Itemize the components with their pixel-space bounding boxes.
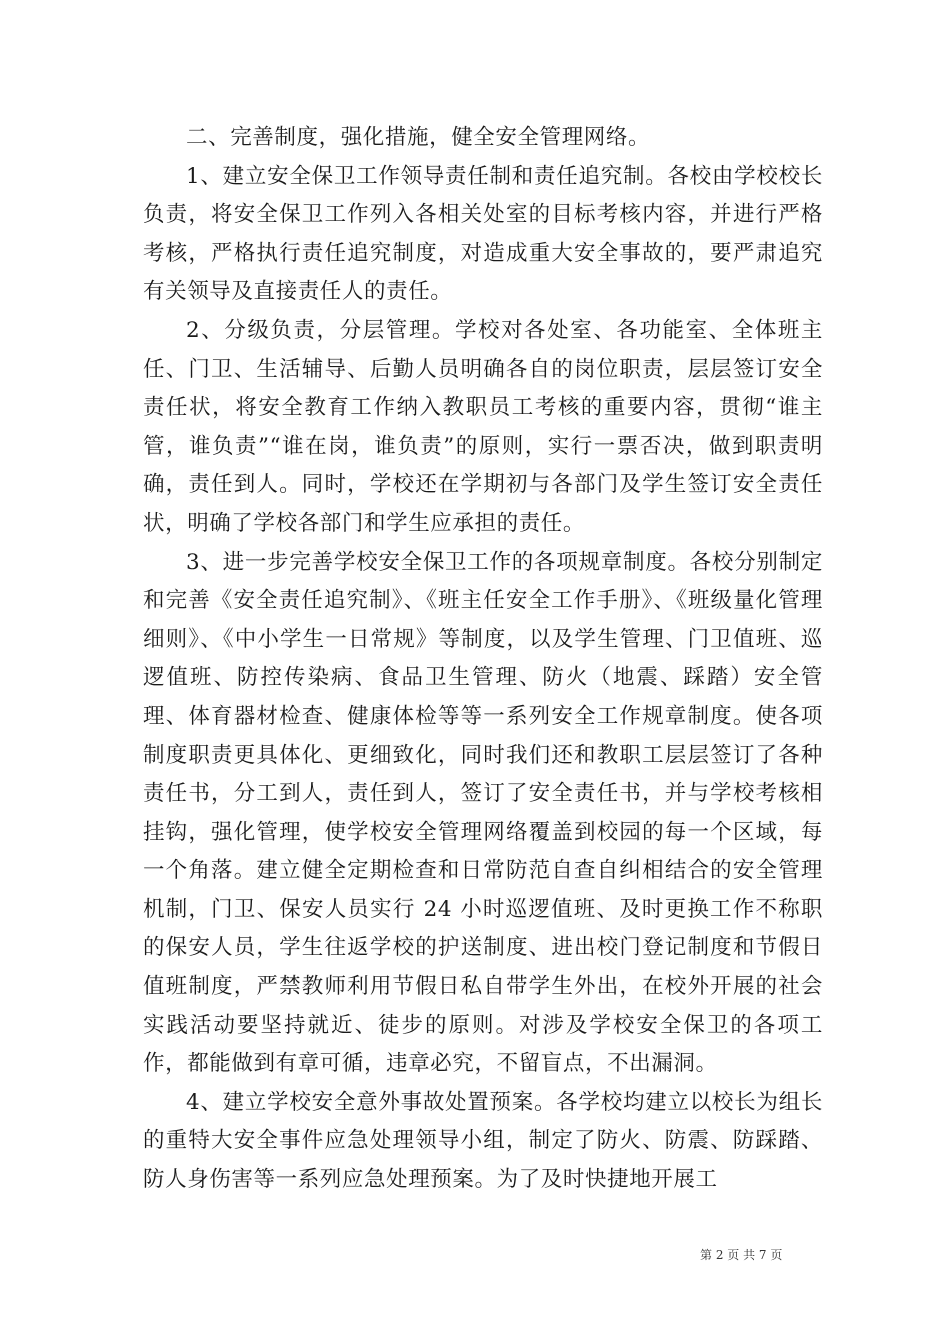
- paragraph-rules-and-regulations: 3、进一步完善学校安全保卫工作的各项规章制度。各校分别制定和完善《安全责任追究制》、《班主任安全工作手册》、《班级量化管理细则》、《中小学生一日常规》等制度，以及学生管理、门卫值班、巡逻值班、防控传染病、食品卫生管理、防火（地震、踩踏）安全管理、体育器材检查、健康体检等等一系列安全工作规章制度。使各项制度职责更具体化、更细致化，同时我们还和教职工层层签订了各种责任书，分工到人，责任到人，签订了安全责任书，并与学校考核相挂钩，强化管理，使学校安全管理网络覆盖到校园的每一个区域，每一个角落。建立健全定期检查和日常防范自查自纠相结合的安全管理机制，门卫、保安人员实行 24 小时巡逻值班、及时更换工作不称职的保安人员，学生往返学校的护送制度、进出校门登记制度和节假日值班制度，严禁教师利用节假日私自带学生外出，在校外开展的社会实践活动要坚持就近、徒步的原则。对涉及学校安全保卫的各项工作，都能做到有章可循，违章必究，不留盲点，不出漏洞。: [143, 549, 823, 1077]
- page-number-footer: 第 2 页 共 7 页: [700, 1248, 783, 1262]
- document-body: [143, 119, 823, 1200]
- paragraph-emergency-plan: 4、建立学校安全意外事故处置预案。各学校均建立以校长为组长的重特大安全事件应急处理领导小组，制定了防火、防震、防踩踏、防人身伤害等一系列应急处理预案。为了及时快捷地开展工: [143, 1089, 823, 1193]
- paragraph-responsibility-system: 1、建立安全保卫工作领导责任制和责任追究制。各校由学校校长负责，将安全保卫工作列入各相关处室的目标考核内容，并进行严格考核，严格执行责任追究制度，对造成重大安全事故的，要严肃追究有关领导及直接责任人的责任。: [143, 163, 823, 305]
- section-heading-paragraph: 二、完善制度，强化措施，健全安全管理网络。: [186, 125, 651, 150]
- paragraph-tiered-management: 2、分级负责，分层管理。学校对各处室、各功能室、全体班主任、门卫、生活辅导、后勤人员明确各自的岗位职责，层层签订安全责任状，将安全教育工作纳入教职员工考核的重要内容，贯彻“谁主管，谁负责”“谁在岗，谁负责”的原则，实行一票否决，做到职责明确，责任到人。同时，学校还在学期初与各部门及学生签订安全责任状，明确了学校各部门和学生应承担的责任。: [143, 317, 823, 536]
